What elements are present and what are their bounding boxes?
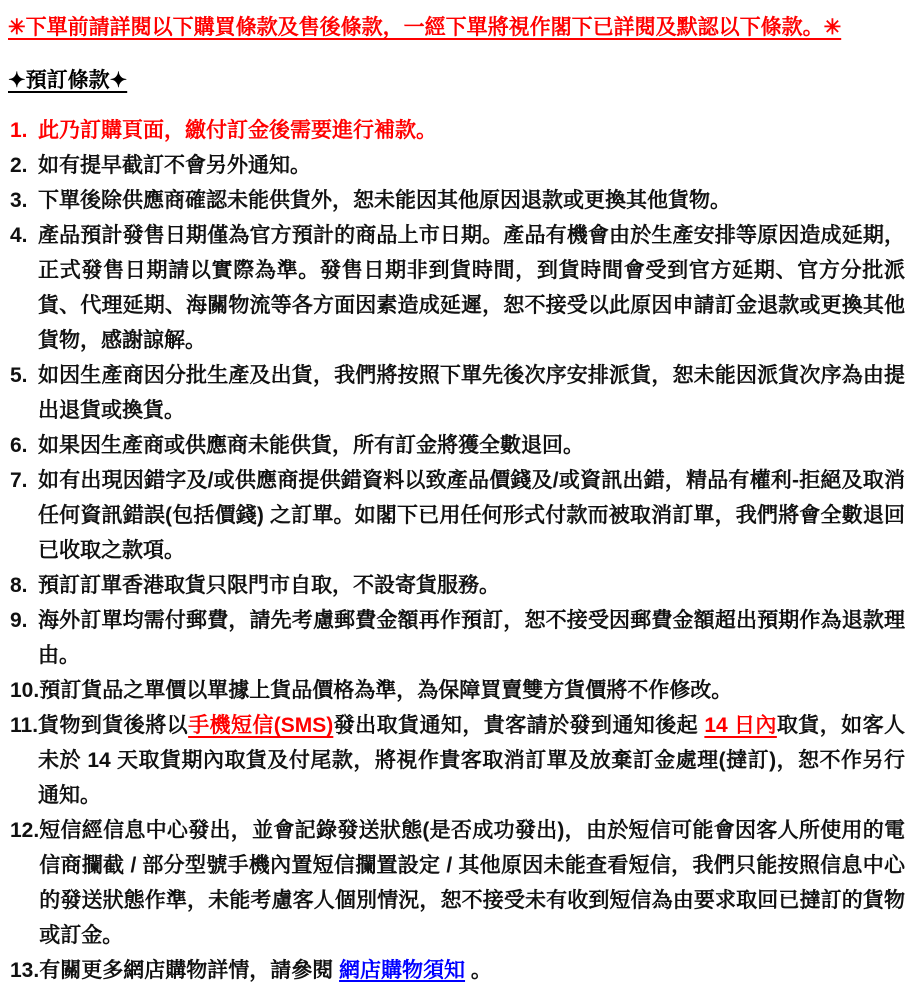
pickup-deadline-highlight: 14 日內 <box>704 714 777 737</box>
deposit-page-warning: 此乃訂購頁面，繳付訂金後需要進行補款。 <box>38 119 437 142</box>
term-text: 海外訂單均需付郵費，請先考慮郵費金額再作預訂，恕不接受因郵費金額超出預期作為退款理由。 <box>38 609 905 667</box>
sms-notice-highlight: 手機短信(SMS) <box>188 714 334 737</box>
term-text: 下單後除供應商確認未能供貨外，恕未能因其他原因退款或更換其他貨物。 <box>38 189 731 212</box>
term-item-9 <box>6 603 905 673</box>
term-text: 如果因生產商或供應商未能供貨，所有訂金將獲全數退回。 <box>38 434 584 457</box>
term-text: 有關更多網店購物詳情，請參閱 網店購物須知 。 <box>39 959 492 982</box>
term-item-12 <box>6 813 905 953</box>
term-item-5 <box>6 358 905 428</box>
term-number: 1. <box>10 119 28 142</box>
term-item-4 <box>6 218 905 358</box>
term-text: 如因生產商因分批生產及出貨，我們將按照下單先後次序安排派貨，恕未能因派貨次序為由提出退貨或換貨。 <box>38 364 905 422</box>
term-item-7 <box>6 463 905 568</box>
term-number: 5. <box>10 364 28 387</box>
term-number: 2. <box>10 154 28 177</box>
term-number: 11. <box>10 714 39 737</box>
term-item-1 <box>6 113 905 148</box>
term-number: 8. <box>10 574 28 597</box>
term-number: 7. <box>10 469 28 492</box>
term-number: 13. <box>10 959 40 982</box>
term-item-3 <box>6 183 905 218</box>
term-item-11 <box>6 708 905 813</box>
section-heading-preorder-terms: ✦預訂條款✦ <box>8 69 128 92</box>
terms-list <box>6 113 905 988</box>
store-shopping-guide-link[interactable]: 網店購物須知 <box>339 959 466 982</box>
term-text: 預訂貨品之單價以單據上貨品價格為準，為保障買賣雙方貨價將不作修改。 <box>39 679 733 702</box>
term-text: 短信經信息中心發出，並會記錄發送狀態(是否成功發出)，由於短信可能會因客人所使用的電信商攔截 / 部分型號手機內置短信攔置設定 / 其他原因未能查看短信，我們只能按照信息中心的發送狀態作準，未能考慮客人個別情況，恕不接受未有收到短信為由要求取回已撻訂的貨物或訂金。 <box>39 819 905 947</box>
term-number: 3. <box>10 189 28 212</box>
term-number: 12. <box>10 819 40 842</box>
term-number: 6. <box>10 434 28 457</box>
term-text: 如有出現因錯字及/或供應商提供錯資料以致產品價錢及/或資訊出錯，精品有權利-拒絕及取消任何資訊錯誤(包括價錢) 之訂單。如閣下已用任何形式付款而被取消訂單，我們將會全數退回已收取之款項。 <box>38 469 905 562</box>
term-text: 預訂訂單香港取貨只限門市自取，不設寄貨服務。 <box>38 574 500 597</box>
term-text: 如有提早截訂不會另外通知。 <box>38 154 311 177</box>
term-item-2 <box>6 148 905 183</box>
term-item-8 <box>6 568 905 603</box>
term-number: 4. <box>10 224 28 247</box>
term-text: 產品預計發售日期僅為官方預計的商品上市日期。產品有機會由於生產安排等原因造成延期，正式發售日期請以實際為準。發售日期非到貨時間，到貨時間會受到官方延期、官方分批派貨、代理延期、海關物流等各方面因素造成延遲，恕不接受以此原因申請訂金退款或更換其他貨物，感謝諒解。 <box>38 224 905 352</box>
term-item-13 <box>6 953 905 988</box>
term-text: 貨物到貨後將以手機短信(SMS)發出取貨通知，貴客請於發到通知後起 14 日內取貨，如客人未於 14 天取貨期內取貨及付尾款，將視作貴客取消訂單及放棄訂金處理(撻訂)，恕不作另行通知。 <box>38 714 906 807</box>
term-number: 9. <box>10 609 28 632</box>
term-item-10 <box>6 673 905 708</box>
notice-title: ✳下單前請詳閱以下購買條款及售後條款，一經下單將視作閣下已詳閱及默認以下條款。✳ <box>8 16 842 39</box>
term-text <box>38 113 905 148</box>
term-item-6 <box>6 428 905 463</box>
term-number: 10. <box>10 679 40 702</box>
